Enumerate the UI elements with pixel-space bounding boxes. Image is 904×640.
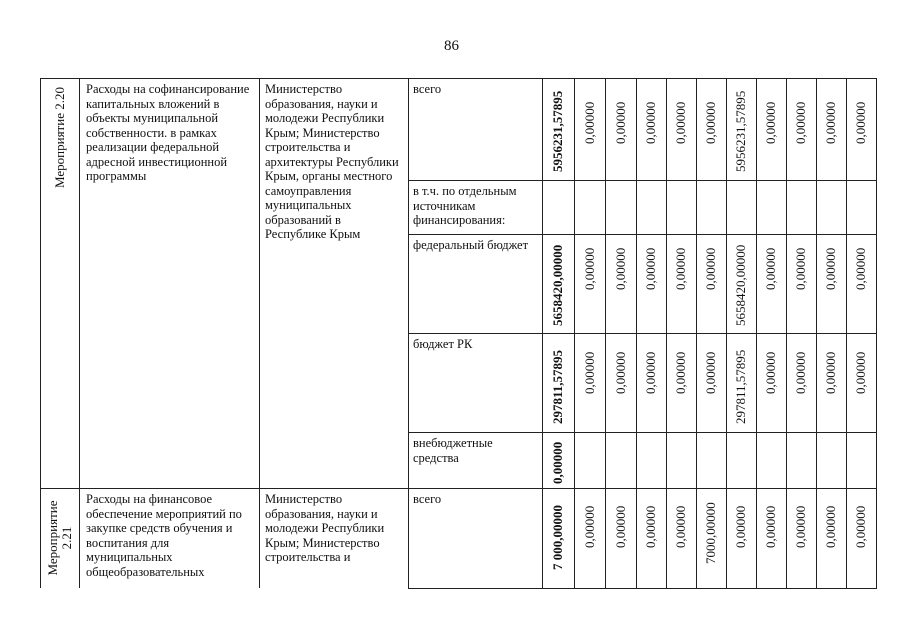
measure-label-line1: Мероприятие — [45, 500, 60, 576]
value-cell: 0,00000 — [613, 247, 628, 290]
value-cell: 0,00000 — [823, 101, 838, 144]
value-cell: 0,00000 — [763, 505, 778, 548]
value-cell: 0,00000 — [582, 247, 597, 290]
value-cell: 0,00000 — [582, 101, 597, 144]
measure-label-2-21 — [46, 490, 74, 586]
value-cell: 0,00000 — [853, 505, 868, 548]
measure-description-2-21: Расходы на финансовое обеспечение мероприятий по закупке средств обучения и воспитания для муниципальных общеобразовательных — [86, 492, 242, 579]
value-cell: 0,00000 — [763, 101, 778, 144]
value-cell: 5956231,57895 — [550, 90, 565, 172]
value-cell: 297811,57895 — [733, 349, 748, 424]
source-rk-budget: бюджет РК — [413, 337, 473, 351]
value-cell: 0,00000 — [823, 247, 838, 290]
value-cell: 0,00000 — [673, 101, 688, 144]
value-cell: 0,00000 — [793, 351, 808, 394]
value-cell: 0,00000 — [643, 101, 658, 144]
value-cell: 7 000,00000 — [550, 505, 565, 570]
source-federal-budget: федеральный бюджет — [413, 238, 529, 252]
value-cell: 0,00000 — [793, 247, 808, 290]
value-cell: 0,00000 — [703, 351, 718, 394]
value-cell: 0,00000 — [793, 101, 808, 144]
value-cell: 0,00000 — [763, 247, 778, 290]
value-cell: 0,00000 — [853, 247, 868, 290]
value-cell: 0,00000 — [763, 351, 778, 394]
value-cell: 0,00000 — [582, 505, 597, 548]
source-extrabudgetary: внебюджетные средства — [413, 436, 493, 465]
value-cell: 0,00000 — [823, 351, 838, 394]
source-total: всего — [413, 492, 442, 506]
measure-label-line2: 2.21 — [59, 526, 74, 550]
source-total: всего — [413, 82, 442, 96]
value-cell: 0,00000 — [673, 505, 688, 548]
value-cell: 0,00000 — [823, 505, 838, 548]
page-number: 86 — [444, 38, 459, 54]
value-cell: 0,00000 — [613, 101, 628, 144]
measure-label-2-20: Мероприятие 2.20 — [52, 87, 67, 188]
value-cell: 0,00000 — [673, 247, 688, 290]
measure-executor-2-20: Министерство образования, науки и молодежи Республики Крым; Министерство строительства и архитектуры Республики Крым, органы местного самоуправления муниципальных образований в Республике Крым — [265, 82, 399, 241]
value-cell: 0,00000 — [613, 351, 628, 394]
value-cell: 0,00000 — [582, 351, 597, 394]
value-cell: 0,00000 — [703, 247, 718, 290]
value-cell: 0,00000 — [703, 101, 718, 144]
measure-description-2-20: Расходы на софинансирование капитальных вложений в объекты муниципальной собственности. в рамках реализации федеральной адресной инвестиционной программы — [86, 82, 250, 183]
value-cell: 0,00000 — [673, 351, 688, 394]
source-subtotal-header: в т.ч. по отдельным источникам финансирования: — [413, 184, 517, 227]
value-cell: 0,00000 — [733, 505, 748, 548]
value-cell: 7000,00000 — [703, 502, 718, 564]
value-cell: 0,00000 — [643, 505, 658, 548]
value-cell: 0,00000 — [550, 441, 565, 484]
value-cell: 5658420,00000 — [550, 244, 565, 326]
value-cell: 297811,57895 — [550, 349, 565, 424]
measure-executor-2-21: Министерство образования, науки и молодежи Республики Крым; Министерство строительства и — [265, 492, 385, 564]
value-cell: 0,00000 — [853, 351, 868, 394]
value-cell: 0,00000 — [643, 351, 658, 394]
value-cell: 0,00000 — [613, 505, 628, 548]
value-cell: 5658420,00000 — [733, 244, 748, 326]
value-cell: 5956231,57895 — [733, 90, 748, 172]
value-cell: 0,00000 — [793, 505, 808, 548]
value-cell: 0,00000 — [853, 101, 868, 144]
value-cell: 0,00000 — [643, 247, 658, 290]
